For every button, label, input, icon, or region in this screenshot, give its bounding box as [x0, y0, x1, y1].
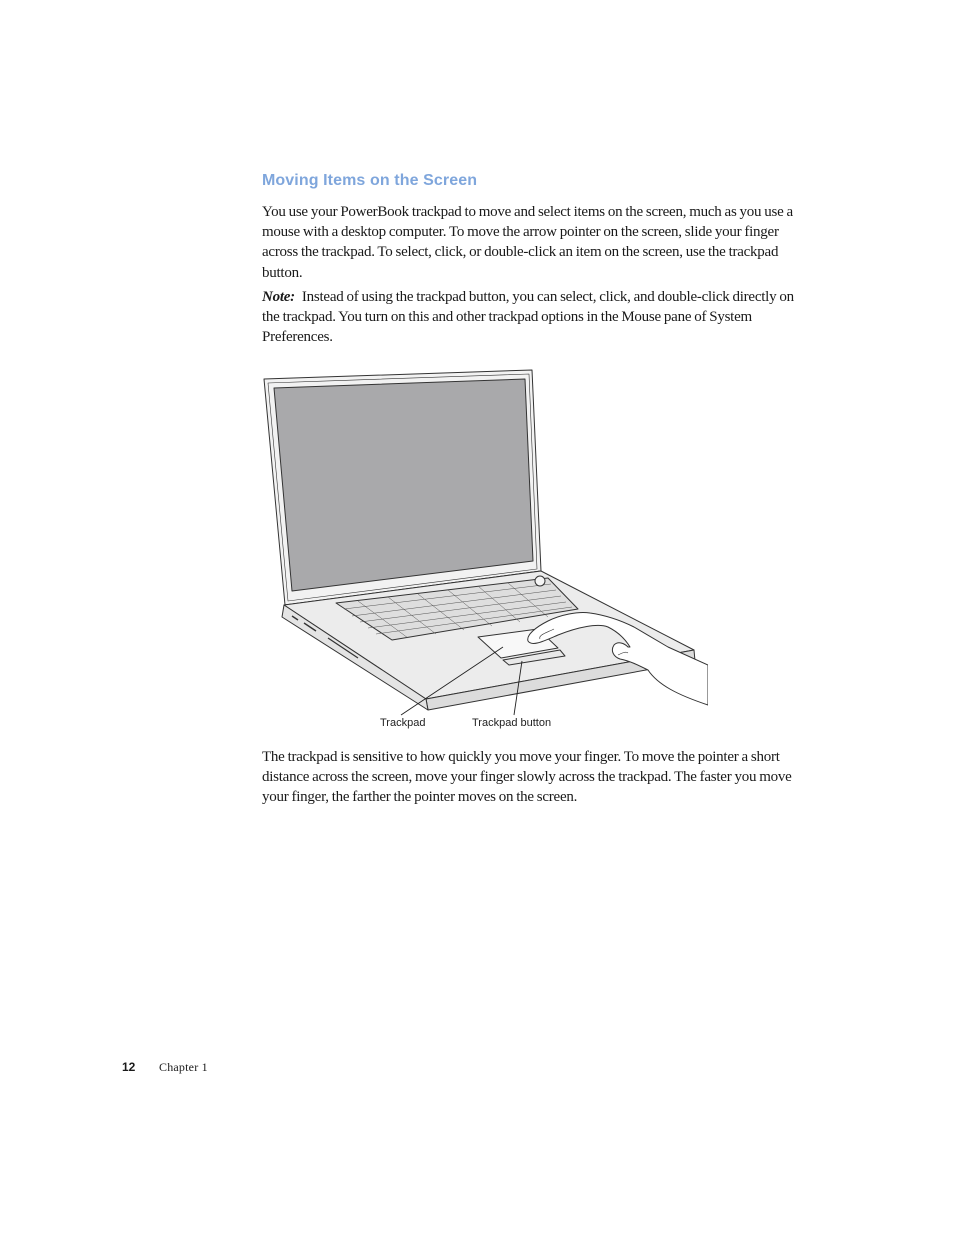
laptop-screen — [274, 379, 533, 591]
trackpad-callout: Trackpad — [380, 717, 426, 729]
powerbook-trackpad-illustration — [258, 365, 708, 735]
intro-paragraph: You use your PowerBook trackpad to move and select items on the screen, much as you use a mouse with a desktop computer. To move the arrow pointer on the screen, slide your finger across the trackpad. To select, click, or double-click an item on the screen, use the trackpad button. — [262, 204, 793, 281]
sensitivity-paragraph: The trackpad is sensitive to how quickly you move your finger. To move the pointer a short distance across the screen, move your finger slowly across the trackpad. The faster you move your finger, the farther the pointer moves on the screen. — [262, 749, 792, 806]
page-number: 12 — [122, 1060, 136, 1074]
trackpad-button-callout: Trackpad button — [472, 717, 552, 729]
chapter-label: Chapter 1 — [159, 1060, 208, 1074]
note-label: Note: — [262, 289, 295, 305]
section-heading: Moving Items on the Screen — [262, 172, 478, 189]
note-paragraph — [262, 287, 807, 348]
note-text: Instead of using the trackpad button, you can select, click, and double-click directly on the trackpad. You turn on this and other trackpad options in the Mouse pane of System Preferences. — [262, 289, 794, 346]
